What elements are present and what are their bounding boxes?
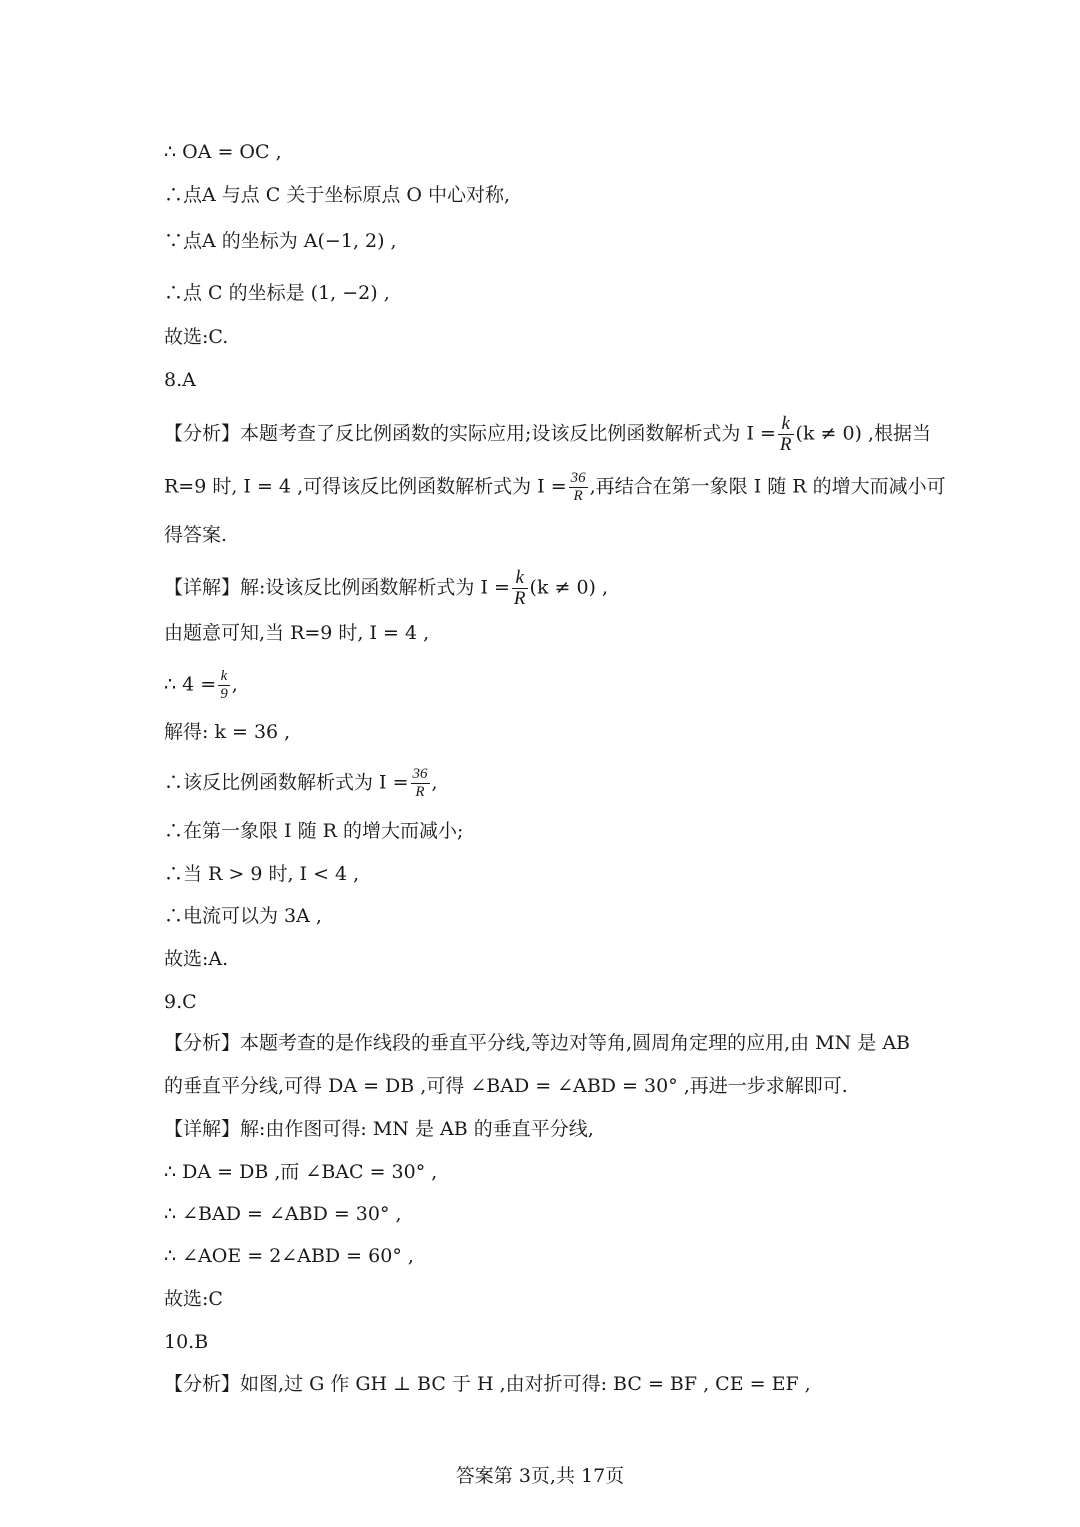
text-line: ∴ OA = OC , [164, 141, 282, 163]
solution-9: 【详解】解:由作图可得: MN 是 AB 的垂直平分线, [164, 1118, 594, 1140]
question-number: 8.A [164, 369, 196, 391]
text-line: ∴ ∠BAD = ∠ABD = 30° , [164, 1203, 402, 1225]
text-line: 故选:A. [164, 948, 229, 970]
text-line: 由题意可知,当 R=9 时, I = 4 , [164, 622, 430, 644]
question-number: 9.C [164, 991, 197, 1013]
text-line: 的垂直平分线,可得 DA = DB ,可得 ∠BAD = ∠ABD = 30° ,再进一步求解即可. [164, 1075, 848, 1097]
text-line: ∴ DA = DB ,而 ∠BAC = 30° , [164, 1161, 438, 1183]
question-number: 10.B [164, 1331, 209, 1353]
analysis-9: 【分析】本题考查的是作线段的垂直平分线,等边对等角,圆周角定理的应用,由 MN 是 AB [164, 1032, 911, 1054]
text-line: ∴电流可以为 3A , [164, 905, 322, 927]
page-footer: 答案第 3页,共 17页 [455, 1465, 625, 1487]
analysis-10: 【分析】如图,过 G 作 GH ⊥ BC 于 H ,由对折可得: BC = BF , CE = EF , [164, 1373, 811, 1395]
equation-line: ∴ 4 = $\frac{k}{9}$ , [164, 668, 238, 702]
solution-8: 【详解】解:设该反比例函数解析式为 I = $\frac{k}{R}$ (k ≠ 0) , [164, 567, 609, 609]
analysis-8-cont: R=9 时, I = 4 ,可得该反比例函数解析式为 I = $\frac{36}{R}$ ,再结合在第一象限 I 随 R 的增大而减小可 [164, 470, 946, 504]
text-line: ∴点A 与点 C 关于坐标原点 O 中心对称, [164, 184, 511, 206]
text-line: ∴ ∠AOE = 2∠ABD = 60° , [164, 1245, 414, 1267]
text-line: ∵点A 的坐标为 A(−1, 2) , [164, 230, 397, 252]
text-line: ∴当 R > 9 时, I < 4 , [164, 863, 360, 885]
text-line: 得答案. [164, 524, 228, 546]
analysis-8: 【分析】本题考查了反比例函数的实际应用;设该反比例函数解析式为 I = $\frac{k}{R}$ (k ≠ 0) ,根据当 [164, 413, 932, 455]
equation-line: ∴该反比例函数解析式为 I = $\frac{36}{R}$ , [164, 766, 438, 800]
text-line: 故选:C [164, 1288, 223, 1310]
text-line: ∴在第一象限 I 随 R 的增大而减小; [164, 820, 464, 842]
text-line: 故选:C. [164, 326, 229, 348]
text-line: ∴点 C 的坐标是 (1, −2) , [164, 282, 390, 304]
text-line: 解得: k = 36 , [164, 721, 291, 743]
